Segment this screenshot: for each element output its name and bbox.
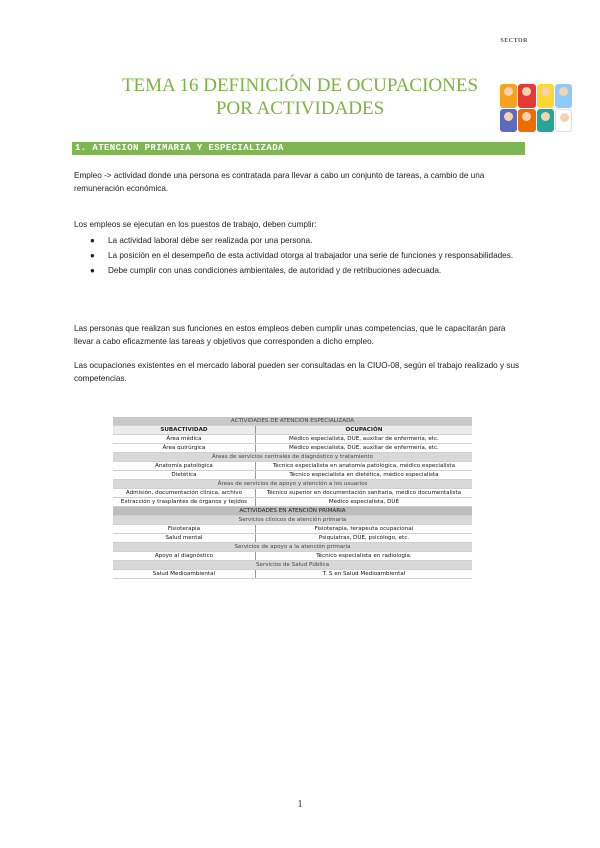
table-row [113, 471, 472, 480]
mascot-figure [518, 84, 535, 108]
table-group-row [113, 561, 472, 570]
mascot-figure [500, 109, 517, 133]
group-label-support-primary: Servicios de apoyo a la atención primaria [113, 543, 472, 552]
cell-ocupacion: Técnico especialista en dietética, médico especialista [255, 471, 472, 480]
table-title-specialized: ACTIVIDADES DE ATENCIÓN ESPECIALIZADA [113, 417, 472, 426]
section-heading: 1. ATENCION PRIMARIA Y ESPECIALIZADA [72, 142, 525, 155]
table-group-row [113, 543, 472, 552]
cell-subactividad: Área quirúrgica [113, 444, 255, 453]
paragraph-competencias: Las personas que realizan sus funciones en estos empleos deben cumplir unas competencias, que le capacitarán para llevar a cabo eficazmente las tareas y objetivos que corresponden a dicho empleo. [74, 324, 506, 346]
sector-label: SECTOR [500, 38, 528, 44]
bullet-icon: ● [90, 236, 95, 245]
list-item-text: Debe cumplir con unas condiciones ambientales, de autoridad y de retribuciones adecuada. [108, 266, 442, 275]
table-row [113, 489, 472, 498]
table-title-row [113, 417, 472, 426]
table-row [113, 444, 472, 453]
cell-ocupacion: Médico especialista, DUE, auxiliar de enfermería, etc. [255, 444, 472, 453]
paragraph-empleo: Empleo -> actividad donde una persona es contratada para llevar a cabo un conjunto de tareas, a cambio de una remuneración económica. [74, 171, 485, 193]
cell-ocupacion: T. S en Salud Medioambiental [255, 570, 472, 579]
group-label-clinical: Servicios clínicos de atención primaria [113, 516, 472, 525]
cell-subactividad: Salud mental [113, 534, 255, 543]
cell-ocupacion: Técnico especialista en radiología. [255, 552, 472, 561]
mascot-figure [555, 109, 572, 133]
list-item-text: La posición en el desempeño de esta actividad otorga al trabajador una serie de funciones y responsabilidades. [108, 251, 514, 260]
table-group-row [113, 480, 472, 489]
group-label-public: Servicios de Salud Pública [113, 561, 472, 570]
page-title [100, 74, 500, 120]
cell-subactividad: Fisioterapia [113, 525, 255, 534]
table-row [113, 534, 472, 543]
table-row [113, 435, 472, 444]
table-row [113, 552, 472, 561]
table-row [113, 570, 472, 579]
cell-ocupacion: Médico especialista, DUE [255, 498, 472, 507]
table-group-row [113, 516, 472, 525]
cell-subactividad: Anatomía patológica [113, 462, 255, 471]
cell-ocupacion: Médico especialista, DUE, auxiliar de enfermería, etc. [255, 435, 472, 444]
activities-table [113, 417, 472, 579]
mascot-figure [555, 84, 572, 108]
list-item [74, 264, 514, 277]
mascot-figure [537, 84, 554, 108]
cell-subactividad: Salud Medioambiental [113, 570, 255, 579]
cell-subactividad: Apoyo al diagnóstico [113, 552, 255, 561]
table-header-row [113, 426, 472, 435]
list-item [74, 234, 514, 247]
title-line-2: POR ACTIVIDADES [215, 98, 385, 119]
table-title-primary: ACTIVIDADES EN ATENCIÓN PRIMARIA [113, 507, 472, 516]
title-line-1: TEMA 16 DEFINICIÓN DE OCUPACIONES [121, 75, 479, 96]
column-header-subactividad: SUBACTIVIDAD [113, 426, 255, 435]
cell-ocupacion: Fisioterapia, terapeuta ocupacional [255, 525, 472, 534]
cell-ocupacion: Psiquiatras, DUE, psicólogo, etc. [255, 534, 472, 543]
cell-subactividad: Extracción y trasplantes de órganos y tejidos [113, 498, 255, 507]
column-header-ocupacion: OCUPACIÓN [255, 426, 472, 435]
paragraph-requisitos: Los empleos se ejecutan en los puestos de trabajo, deben cumplir: [74, 220, 317, 229]
table-row [113, 498, 472, 507]
bullet-icon: ● [90, 266, 95, 275]
bullet-icon: ● [90, 251, 95, 260]
table-group-row [113, 453, 472, 462]
cell-subactividad: Área médica [113, 435, 255, 444]
list-item-text: La actividad laboral debe ser realizada por una persona. [108, 236, 313, 245]
group-label-central: Áreas de servicios centrales de diagnóstico y tratamiento [113, 453, 472, 462]
list-item [74, 249, 514, 262]
requirements-list [74, 234, 514, 279]
cell-subactividad: Dietética [113, 471, 255, 480]
group-label-support: Áreas de servicios de apoyo y atención a los usuarios [113, 480, 472, 489]
table-row [113, 525, 472, 534]
cell-ocupacion: Técnico superior en documentación sanitaria, médico documentalista [255, 489, 472, 498]
paragraph-ciuo: Las ocupaciones existentes en el mercado laboral pueden ser consultadas en la CIUO-08, según el trabajo realizado y sus competencias. [74, 361, 520, 383]
mascot-figure [518, 109, 535, 133]
page-number: 1 [297, 799, 303, 810]
cell-ocupacion: Técnico especialista en anatomía patológica, médico especialista [255, 462, 472, 471]
mascot-figure [500, 84, 517, 108]
mascot-figure [537, 109, 554, 133]
table-title-row [113, 507, 472, 516]
table-row [113, 462, 472, 471]
mascots-illustration [500, 84, 572, 132]
cell-subactividad: Admisión, documentación clínica, archivo [113, 489, 255, 498]
